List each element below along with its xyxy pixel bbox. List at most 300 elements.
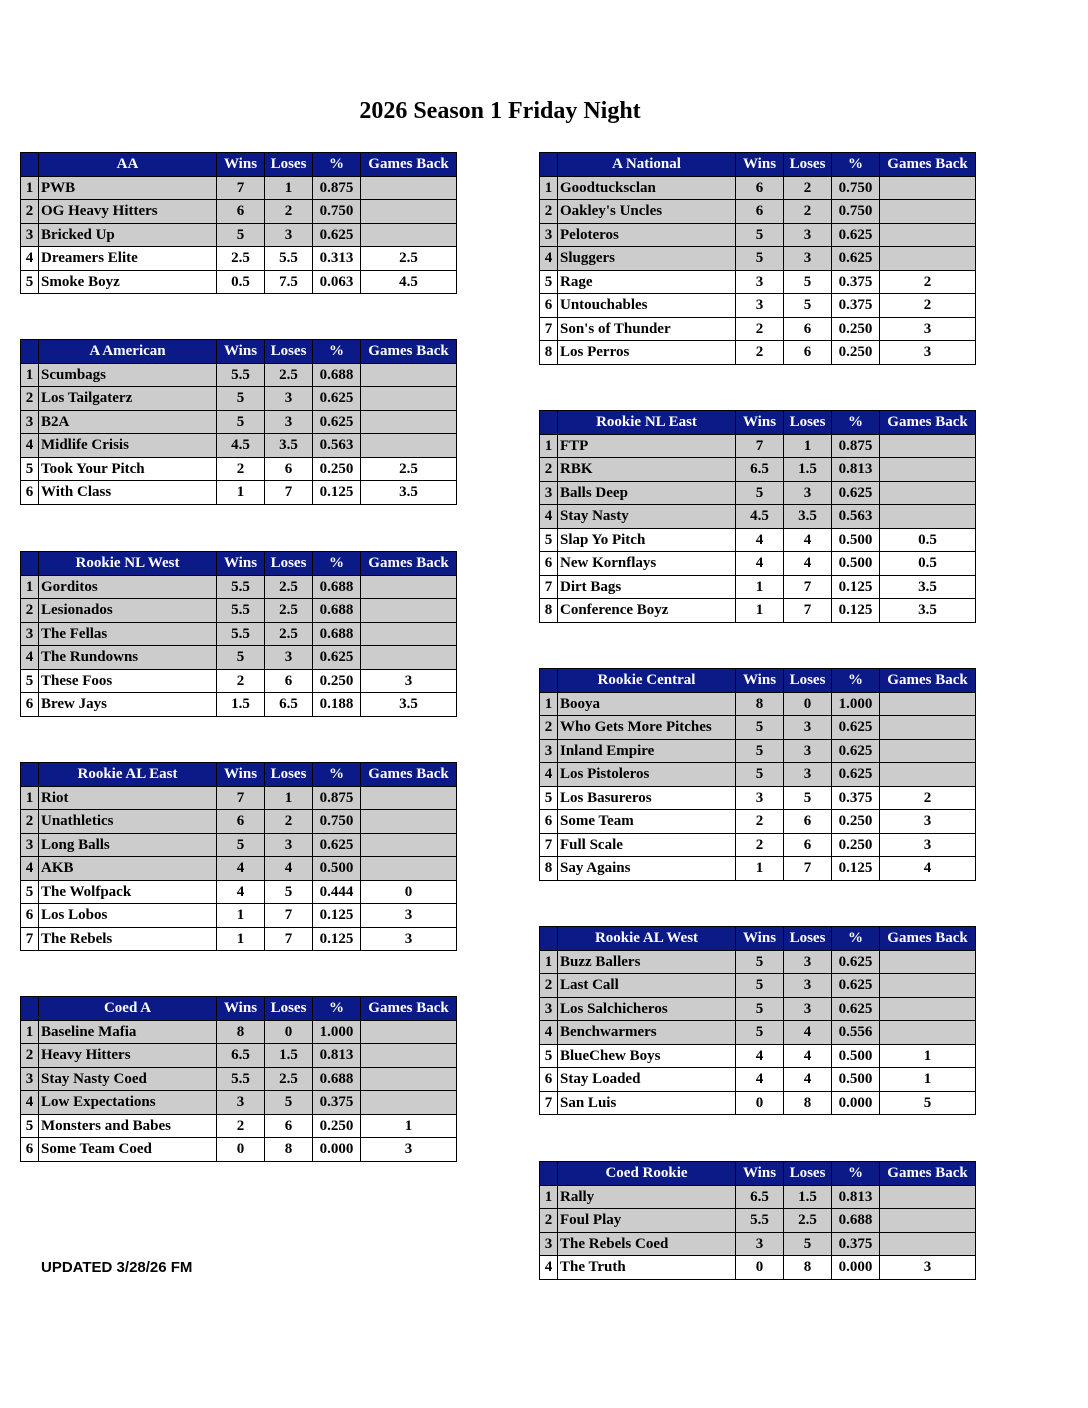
rank: 3 xyxy=(21,1067,39,1091)
pct: 0.000 xyxy=(313,1138,361,1162)
wins: 6.5 xyxy=(736,1185,784,1209)
loses: 2.5 xyxy=(784,1209,832,1233)
loses: 3 xyxy=(265,833,313,857)
games-back: 3.5 xyxy=(361,693,457,717)
team-name: Peloteros xyxy=(558,223,736,247)
games-back: 3 xyxy=(361,1138,457,1162)
wins: 5.5 xyxy=(217,622,265,646)
rank: 1 xyxy=(540,1185,558,1209)
wins: 1 xyxy=(736,575,784,599)
rank: 4 xyxy=(21,1091,39,1115)
pct: 0.000 xyxy=(832,1091,880,1115)
wins: 5.5 xyxy=(217,363,265,387)
rank: 5 xyxy=(540,1044,558,1068)
games-back: 2 xyxy=(880,294,976,318)
games-back: 4 xyxy=(880,857,976,881)
loses: 7 xyxy=(265,904,313,928)
pct: 0.688 xyxy=(313,1067,361,1091)
table-row xyxy=(540,176,976,200)
table-row xyxy=(540,270,976,294)
header-rank xyxy=(21,763,39,787)
rank: 3 xyxy=(540,481,558,505)
wins: 2.5 xyxy=(217,247,265,271)
division-name: Rookie AL West xyxy=(558,927,736,951)
header-games-back: Games Back xyxy=(880,411,976,435)
wins: 7 xyxy=(217,176,265,200)
pct: 0.750 xyxy=(832,176,880,200)
header-pct: % xyxy=(313,552,361,576)
pct: 0.625 xyxy=(313,646,361,670)
table-row xyxy=(540,434,976,458)
loses: 8 xyxy=(784,1091,832,1115)
wins: 6 xyxy=(736,200,784,224)
table-row xyxy=(540,1232,976,1256)
loses: 6 xyxy=(784,317,832,341)
loses: 5 xyxy=(265,880,313,904)
loses: 6 xyxy=(265,1114,313,1138)
pct: 0.813 xyxy=(313,1044,361,1068)
loses: 2.5 xyxy=(265,363,313,387)
table-row xyxy=(21,1020,457,1044)
team-name: Son's of Thunder xyxy=(558,317,736,341)
table-row xyxy=(21,810,457,834)
rank: 4 xyxy=(21,857,39,881)
loses: 6 xyxy=(784,810,832,834)
games-back xyxy=(880,1021,976,1045)
pct: 0.750 xyxy=(313,200,361,224)
wins: 5 xyxy=(736,481,784,505)
header-games-back: Games Back xyxy=(880,669,976,693)
table-row xyxy=(540,528,976,552)
pct: 0.556 xyxy=(832,1021,880,1045)
loses: 2 xyxy=(784,176,832,200)
header-wins: Wins xyxy=(217,552,265,576)
pct: 0.250 xyxy=(832,341,880,365)
standings-table-rookie-nl-west xyxy=(20,551,457,717)
pct: 0.625 xyxy=(832,739,880,763)
table-row xyxy=(540,692,976,716)
loses: 1.5 xyxy=(784,458,832,482)
games-back xyxy=(361,387,457,411)
games-back: 0 xyxy=(361,880,457,904)
division-name: A American xyxy=(39,340,217,364)
team-name: Took Your Pitch xyxy=(39,457,217,481)
pct: 0.625 xyxy=(832,974,880,998)
standings-table-coed-a xyxy=(20,996,457,1162)
team-name: Inland Empire xyxy=(558,739,736,763)
table-row xyxy=(540,997,976,1021)
table-row xyxy=(21,223,457,247)
division-name: Coed A xyxy=(39,997,217,1021)
standings-table-a-american xyxy=(20,339,457,505)
loses: 3.5 xyxy=(265,434,313,458)
header-pct: % xyxy=(313,997,361,1021)
loses: 6 xyxy=(265,669,313,693)
pct: 0.375 xyxy=(832,786,880,810)
pct: 0.063 xyxy=(313,270,361,294)
wins: 3 xyxy=(736,786,784,810)
header-loses: Loses xyxy=(265,153,313,177)
wins: 2 xyxy=(217,457,265,481)
table-row xyxy=(540,1185,976,1209)
rank: 6 xyxy=(21,1138,39,1162)
wins: 4 xyxy=(217,857,265,881)
rank: 2 xyxy=(21,1044,39,1068)
header-rank xyxy=(540,1162,558,1186)
rank: 3 xyxy=(21,223,39,247)
wins: 1 xyxy=(217,481,265,505)
team-name: Benchwarmers xyxy=(558,1021,736,1045)
standings-table-rookie-al-east xyxy=(20,762,457,951)
pct: 0.750 xyxy=(832,200,880,224)
wins: 5 xyxy=(217,410,265,434)
table-row xyxy=(21,1114,457,1138)
games-back xyxy=(361,1067,457,1091)
rank: 6 xyxy=(21,904,39,928)
wins: 3 xyxy=(736,270,784,294)
loses: 3 xyxy=(265,223,313,247)
wins: 5 xyxy=(217,646,265,670)
team-name: Stay Nasty Coed xyxy=(39,1067,217,1091)
table-row xyxy=(540,575,976,599)
team-name: Scumbags xyxy=(39,363,217,387)
games-back: 4.5 xyxy=(361,270,457,294)
rank: 5 xyxy=(21,880,39,904)
rank: 1 xyxy=(540,950,558,974)
table-row xyxy=(540,857,976,881)
rank: 3 xyxy=(21,622,39,646)
games-back xyxy=(880,505,976,529)
wins: 2 xyxy=(217,669,265,693)
rank: 6 xyxy=(540,810,558,834)
header-rank xyxy=(21,153,39,177)
rank: 3 xyxy=(21,410,39,434)
division-name: Rookie NL West xyxy=(39,552,217,576)
page-title: 2026 Season 1 Friday Night xyxy=(359,98,641,124)
pct: 0.125 xyxy=(313,481,361,505)
rank: 7 xyxy=(540,575,558,599)
team-name: Conference Boyz xyxy=(558,599,736,623)
table-row xyxy=(540,341,976,365)
loses: 3 xyxy=(784,223,832,247)
pct: 0.500 xyxy=(832,1068,880,1092)
header-games-back: Games Back xyxy=(361,340,457,364)
rank: 6 xyxy=(21,693,39,717)
pct: 0.500 xyxy=(832,528,880,552)
header-wins: Wins xyxy=(217,153,265,177)
team-name: The Rundowns xyxy=(39,646,217,670)
team-name: Booya xyxy=(558,692,736,716)
wins: 5 xyxy=(736,739,784,763)
rank: 4 xyxy=(21,646,39,670)
header-wins: Wins xyxy=(736,927,784,951)
rank: 5 xyxy=(540,270,558,294)
wins: 5 xyxy=(217,387,265,411)
games-back xyxy=(361,1044,457,1068)
games-back xyxy=(361,857,457,881)
table-row xyxy=(21,575,457,599)
team-name: Who Gets More Pitches xyxy=(558,716,736,740)
rank: 8 xyxy=(540,341,558,365)
standings-table-coed-rookie xyxy=(539,1161,976,1280)
games-back: 1 xyxy=(880,1044,976,1068)
team-name: Riot xyxy=(39,786,217,810)
header-loses: Loses xyxy=(784,153,832,177)
table-row xyxy=(21,481,457,505)
pct: 0.500 xyxy=(832,552,880,576)
wins: 0 xyxy=(217,1138,265,1162)
wins: 2 xyxy=(217,1114,265,1138)
rank: 5 xyxy=(21,457,39,481)
pct: 0.625 xyxy=(313,387,361,411)
rank: 3 xyxy=(21,833,39,857)
games-back xyxy=(880,763,976,787)
table-row xyxy=(21,363,457,387)
header-loses: Loses xyxy=(265,340,313,364)
pct: 0.625 xyxy=(832,247,880,271)
games-back xyxy=(880,481,976,505)
team-name: Heavy Hitters xyxy=(39,1044,217,1068)
wins: 5 xyxy=(736,974,784,998)
table-row xyxy=(540,1256,976,1280)
loses: 4 xyxy=(784,1068,832,1092)
table-row xyxy=(540,974,976,998)
team-name: AKB xyxy=(39,857,217,881)
wins: 6.5 xyxy=(736,458,784,482)
loses: 1 xyxy=(265,786,313,810)
header-loses: Loses xyxy=(265,997,313,1021)
wins: 3 xyxy=(736,294,784,318)
pct: 0.625 xyxy=(313,223,361,247)
games-back xyxy=(880,1185,976,1209)
wins: 1.5 xyxy=(217,693,265,717)
games-back: 3.5 xyxy=(880,575,976,599)
team-name: Low Expectations xyxy=(39,1091,217,1115)
loses: 1 xyxy=(784,434,832,458)
team-name: Midlife Crisis xyxy=(39,434,217,458)
header-wins: Wins xyxy=(736,411,784,435)
games-back xyxy=(880,176,976,200)
pct: 0.375 xyxy=(832,270,880,294)
team-name: Brew Jays xyxy=(39,693,217,717)
games-back xyxy=(880,247,976,271)
loses: 4 xyxy=(265,857,313,881)
pct: 0.688 xyxy=(832,1209,880,1233)
table-row xyxy=(540,786,976,810)
pct: 0.625 xyxy=(832,997,880,1021)
header-games-back: Games Back xyxy=(880,927,976,951)
wins: 4.5 xyxy=(217,434,265,458)
table-row xyxy=(21,457,457,481)
pct: 0.125 xyxy=(313,927,361,951)
rank: 2 xyxy=(21,387,39,411)
team-name: Smoke Boyz xyxy=(39,270,217,294)
table-row xyxy=(21,646,457,670)
wins: 5 xyxy=(736,716,784,740)
loses: 3 xyxy=(265,387,313,411)
loses: 7.5 xyxy=(265,270,313,294)
team-name: Monsters and Babes xyxy=(39,1114,217,1138)
pct: 0.875 xyxy=(832,434,880,458)
header-loses: Loses xyxy=(784,411,832,435)
table-row xyxy=(21,833,457,857)
wins: 6 xyxy=(217,810,265,834)
loses: 5 xyxy=(784,1232,832,1256)
loses: 2.5 xyxy=(265,575,313,599)
division-name: Rookie Central xyxy=(558,669,736,693)
pct: 0.625 xyxy=(832,763,880,787)
table-row xyxy=(21,1044,457,1068)
loses: 3 xyxy=(784,716,832,740)
loses: 8 xyxy=(265,1138,313,1162)
wins: 5.5 xyxy=(217,1067,265,1091)
table-row xyxy=(21,200,457,224)
games-back xyxy=(361,176,457,200)
division-header-row xyxy=(21,763,457,787)
team-name: Full Scale xyxy=(558,833,736,857)
wins: 7 xyxy=(217,786,265,810)
header-games-back: Games Back xyxy=(361,997,457,1021)
wins: 2 xyxy=(736,833,784,857)
wins: 7 xyxy=(736,434,784,458)
rank: 1 xyxy=(540,692,558,716)
table-row xyxy=(540,1068,976,1092)
pct: 0.250 xyxy=(832,810,880,834)
pct: 0.625 xyxy=(832,716,880,740)
table-row xyxy=(540,810,976,834)
loses: 3 xyxy=(784,950,832,974)
rank: 3 xyxy=(540,223,558,247)
games-back: 3 xyxy=(361,669,457,693)
table-row xyxy=(21,247,457,271)
loses: 6 xyxy=(265,457,313,481)
games-back: 3 xyxy=(880,1256,976,1280)
team-name: The Rebels Coed xyxy=(558,1232,736,1256)
table-row xyxy=(21,786,457,810)
header-wins: Wins xyxy=(217,997,265,1021)
table-row xyxy=(21,857,457,881)
loses: 3 xyxy=(784,247,832,271)
games-back xyxy=(361,410,457,434)
team-name: San Luis xyxy=(558,1091,736,1115)
wins: 5.5 xyxy=(736,1209,784,1233)
games-back xyxy=(361,646,457,670)
wins: 6.5 xyxy=(217,1044,265,1068)
division-header-row xyxy=(540,927,976,951)
table-row xyxy=(540,317,976,341)
standings-table-aa xyxy=(20,152,457,294)
loses: 1.5 xyxy=(265,1044,313,1068)
wins: 8 xyxy=(217,1020,265,1044)
team-name: Dreamers Elite xyxy=(39,247,217,271)
header-rank xyxy=(540,411,558,435)
header-rank xyxy=(540,927,558,951)
pct: 0.875 xyxy=(313,176,361,200)
team-name: Oakley's Uncles xyxy=(558,200,736,224)
games-back xyxy=(880,1232,976,1256)
pct: 0.813 xyxy=(832,1185,880,1209)
table-row xyxy=(540,716,976,740)
rank: 5 xyxy=(540,528,558,552)
header-loses: Loses xyxy=(265,763,313,787)
wins: 4 xyxy=(736,1068,784,1092)
header-loses: Loses xyxy=(265,552,313,576)
loses: 4 xyxy=(784,552,832,576)
rank: 5 xyxy=(21,1114,39,1138)
games-back xyxy=(880,458,976,482)
header-rank xyxy=(540,669,558,693)
games-back: 3 xyxy=(880,317,976,341)
team-name: Long Balls xyxy=(39,833,217,857)
rank: 7 xyxy=(540,1091,558,1115)
header-pct: % xyxy=(832,1162,880,1186)
loses: 3 xyxy=(265,646,313,670)
header-pct: % xyxy=(832,927,880,951)
wins: 3 xyxy=(217,1091,265,1115)
games-back: 3.5 xyxy=(880,599,976,623)
team-name: Buzz Ballers xyxy=(558,950,736,974)
table-row xyxy=(21,669,457,693)
loses: 8 xyxy=(784,1256,832,1280)
games-back: 3 xyxy=(361,904,457,928)
header-pct: % xyxy=(313,763,361,787)
team-name: The Rebels xyxy=(39,927,217,951)
games-back: 1 xyxy=(880,1068,976,1092)
pct: 0.313 xyxy=(313,247,361,271)
rank: 7 xyxy=(540,833,558,857)
header-loses: Loses xyxy=(784,669,832,693)
team-name: Some Team xyxy=(558,810,736,834)
games-back: 2 xyxy=(880,270,976,294)
header-rank xyxy=(540,153,558,177)
division-header-row xyxy=(21,552,457,576)
header-loses: Loses xyxy=(784,927,832,951)
games-back xyxy=(880,1209,976,1233)
games-back xyxy=(361,575,457,599)
rank: 1 xyxy=(21,363,39,387)
table-row xyxy=(540,458,976,482)
pct: 0.750 xyxy=(313,810,361,834)
wins: 5 xyxy=(736,950,784,974)
wins: 8 xyxy=(736,692,784,716)
wins: 0.5 xyxy=(217,270,265,294)
rank: 2 xyxy=(21,599,39,623)
loses: 3 xyxy=(784,763,832,787)
wins: 2 xyxy=(736,341,784,365)
games-back: 3.5 xyxy=(361,481,457,505)
table-row xyxy=(21,176,457,200)
wins: 5.5 xyxy=(217,599,265,623)
pct: 0.625 xyxy=(832,950,880,974)
loses: 7 xyxy=(784,857,832,881)
team-name: Los Perros xyxy=(558,341,736,365)
games-back xyxy=(880,434,976,458)
team-name: Stay Loaded xyxy=(558,1068,736,1092)
games-back: 3 xyxy=(880,810,976,834)
team-name: Balls Deep xyxy=(558,481,736,505)
updated-note: UPDATED 3/28/26 FM xyxy=(41,1259,193,1276)
table-row xyxy=(540,1209,976,1233)
pct: 0.250 xyxy=(313,669,361,693)
games-back: 2.5 xyxy=(361,247,457,271)
table-row xyxy=(21,270,457,294)
loses: 7 xyxy=(784,599,832,623)
pct: 0.875 xyxy=(313,786,361,810)
team-name: Gorditos xyxy=(39,575,217,599)
wins: 1 xyxy=(736,857,784,881)
wins: 4 xyxy=(736,1044,784,1068)
header-loses: Loses xyxy=(784,1162,832,1186)
